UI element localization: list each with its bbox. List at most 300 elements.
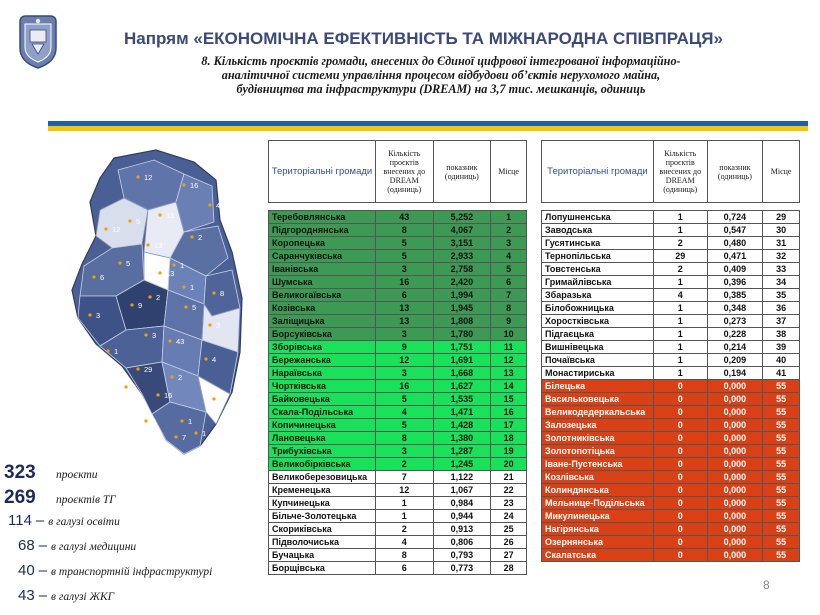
stat-number: 269 [4, 487, 36, 508]
ranking-table-right [541, 140, 800, 562]
stat-number: 43 [18, 587, 35, 604]
project-count: 3 [375, 445, 433, 458]
indicator-value: 4,067 [433, 224, 491, 237]
project-count: 4 [653, 289, 707, 302]
chart-subtitle [96, 54, 786, 96]
table-row [269, 250, 527, 263]
project-count: 6 [375, 289, 433, 302]
project-count: 8 [375, 432, 433, 445]
project-count: 0 [653, 484, 707, 497]
table-row [542, 471, 800, 484]
place-rank: 30 [763, 224, 800, 237]
community-name: Шумська [269, 276, 376, 289]
community-name: Купчинецька [269, 497, 376, 510]
map-marker [158, 213, 161, 216]
map-label: 5 [192, 303, 197, 312]
project-count: 0 [653, 497, 707, 510]
indicator-value: 0,773 [433, 562, 491, 575]
map-label: 3 [216, 321, 221, 330]
indicator-value: 1,535 [433, 393, 491, 406]
flag-divider [48, 121, 808, 131]
place-rank: 21 [491, 471, 527, 484]
indicator-value: 1,428 [433, 419, 491, 432]
place-rank: 35 [763, 289, 800, 302]
indicator-value: 1,471 [433, 406, 491, 419]
map-label: 43 [176, 337, 185, 346]
map-label: 29 [144, 365, 153, 374]
indicator-value: 0,000 [707, 432, 763, 445]
table-row [269, 419, 527, 432]
table-row [269, 367, 527, 380]
map-label: 1 [114, 347, 119, 356]
place-rank: 27 [491, 549, 527, 562]
table-row [269, 536, 527, 549]
header-communities: Територіальні громади [269, 141, 376, 203]
table-row [269, 471, 527, 484]
project-count: 1 [653, 224, 707, 237]
community-name: Золотопотіцька [542, 445, 654, 458]
indicator-value: 1,067 [433, 484, 491, 497]
community-name: Нараївська [269, 367, 376, 380]
place-rank: 2 [491, 224, 527, 237]
place-rank: 55 [763, 445, 800, 458]
indicator-value: 1,994 [433, 289, 491, 302]
table-row [542, 380, 800, 393]
project-count: 0 [653, 419, 707, 432]
map-marker [104, 227, 107, 230]
place-rank: 20 [491, 458, 527, 471]
header-place: Місце [763, 141, 800, 203]
map-marker [144, 333, 147, 336]
place-rank: 55 [763, 458, 800, 471]
map-marker [182, 183, 185, 186]
place-rank: 55 [763, 419, 800, 432]
community-name: Чортківська [269, 380, 376, 393]
stat-label: в галузі медицини [51, 541, 137, 553]
stat-label: проєктів ТГ [56, 494, 116, 506]
project-count: 7 [375, 471, 433, 484]
community-name: Білобожницька [542, 302, 654, 315]
table-row [269, 497, 527, 510]
indicator-value: 2,933 [433, 250, 491, 263]
table-row [542, 536, 800, 549]
place-rank: 28 [491, 562, 527, 575]
table-row [269, 406, 527, 419]
community-name: Васильковецька [542, 393, 654, 406]
table-row [542, 367, 800, 380]
community-name: Вишнівецька [542, 341, 654, 354]
indicator-value: 1,668 [433, 367, 491, 380]
table-row [542, 523, 800, 536]
stat-row [4, 537, 264, 562]
table-row [542, 393, 800, 406]
place-rank: 34 [763, 276, 800, 289]
map-marker [212, 291, 215, 294]
map-marker [174, 435, 177, 438]
stat-row [4, 562, 264, 587]
map-marker [184, 305, 187, 308]
map-marker [88, 313, 91, 316]
map-label: 2 [156, 293, 161, 302]
community-name: Підгороднянська [269, 224, 376, 237]
indicator-value: 1,808 [433, 315, 491, 328]
project-count: 2 [653, 263, 707, 276]
map-marker [156, 393, 159, 396]
page-number: 8 [763, 578, 770, 592]
community-name: Заводська [542, 224, 654, 237]
project-count: 0 [653, 458, 707, 471]
map-label: 6 [152, 417, 157, 426]
place-rank: 55 [763, 523, 800, 536]
community-name: Козівська [269, 302, 376, 315]
place-rank: 9 [491, 315, 527, 328]
place-rank: 22 [491, 484, 527, 497]
community-name: Збаразька [542, 289, 654, 302]
indicator-value: 1,122 [433, 471, 491, 484]
ranking-table-left [268, 140, 527, 575]
table-row [269, 289, 527, 302]
indicator-value: 0,385 [707, 289, 763, 302]
place-rank: 24 [491, 510, 527, 523]
project-count: 4 [375, 536, 433, 549]
table-row [542, 250, 800, 263]
table-row [269, 315, 527, 328]
map-marker [168, 339, 171, 342]
indicator-value: 0,000 [707, 523, 763, 536]
community-name: Козлівська [542, 471, 654, 484]
table-row [269, 562, 527, 575]
indicator-value: 0,000 [707, 445, 763, 458]
map-label: 5 [132, 383, 137, 392]
table-row [542, 406, 800, 419]
header-place: Місце [491, 141, 527, 203]
indicator-value: 0,000 [707, 497, 763, 510]
table-row [269, 510, 527, 523]
stat-label: в транспортній інфраструктурі [51, 566, 213, 578]
map-label: 13 [166, 211, 175, 220]
table-row [542, 549, 800, 562]
indicator-value: 0,409 [707, 263, 763, 276]
indicator-value: 0,228 [707, 328, 763, 341]
indicator-value: 0,944 [433, 510, 491, 523]
place-rank: 37 [763, 315, 800, 328]
indicator-value: 0,396 [707, 276, 763, 289]
community-name: Більче-Золотецька [269, 510, 376, 523]
place-rank: 1 [491, 211, 527, 224]
indicator-value: 1,380 [433, 432, 491, 445]
project-count: 1 [375, 510, 433, 523]
stats-summary [4, 462, 264, 612]
indicator-value: 5,252 [433, 211, 491, 224]
community-name: Підгаєцька [542, 328, 654, 341]
place-rank: 7 [491, 289, 527, 302]
community-name: Гусятинська [542, 237, 654, 250]
community-name: Скала-Подільська [269, 406, 376, 419]
stat-row [4, 512, 264, 537]
project-count: 13 [375, 315, 433, 328]
map-marker [118, 261, 121, 264]
place-rank: 13 [491, 367, 527, 380]
indicator-value: 1,245 [433, 458, 491, 471]
project-count: 5 [375, 393, 433, 406]
place-rank: 19 [491, 445, 527, 458]
table-row [542, 211, 800, 224]
project-count: 5 [375, 419, 433, 432]
project-count: 0 [653, 523, 707, 536]
place-rank: 39 [763, 341, 800, 354]
project-count: 1 [375, 497, 433, 510]
community-name: Іванівська [269, 263, 376, 276]
indicator-value: 0,471 [707, 250, 763, 263]
community-name: Лопушненська [542, 211, 654, 224]
project-count: 8 [375, 224, 433, 237]
project-count: 0 [653, 536, 707, 549]
stat-row [4, 462, 264, 487]
map-marker [136, 367, 139, 370]
map-label: 12 [112, 225, 121, 234]
community-name: Підволочиська [269, 536, 376, 549]
place-rank: 31 [763, 237, 800, 250]
table-row [269, 328, 527, 341]
indicator-value: 1,691 [433, 354, 491, 367]
project-count: 0 [653, 471, 707, 484]
indicator-value: 0,273 [707, 315, 763, 328]
community-name: Товстенська [542, 263, 654, 276]
map-label: 13 [154, 241, 163, 250]
project-count: 1 [653, 328, 707, 341]
indicator-value: 0,000 [707, 406, 763, 419]
stat-number: 114 [8, 512, 32, 529]
community-name: Великогаївська [269, 289, 376, 302]
place-rank: 36 [763, 302, 800, 315]
subtitle-line-3: будівництва та інфраструктури (DREAM) на 3,7 тис. мешканців, одиниць [236, 82, 646, 96]
project-count: 0 [653, 549, 707, 562]
project-count: 1 [653, 341, 707, 354]
indicator-value: 0,214 [707, 341, 763, 354]
table-row [269, 380, 527, 393]
indicator-value: 0,000 [707, 458, 763, 471]
table-row [542, 276, 800, 289]
community-name: Коропецька [269, 237, 376, 250]
stat-row [4, 587, 264, 612]
place-rank: 5 [491, 263, 527, 276]
subtitle-line-2: аналітичної системи управління процесом відбудови об’єктів нерухомого майна, [221, 68, 661, 82]
place-rank: 55 [763, 497, 800, 510]
stat-label: проєкти [56, 469, 98, 481]
place-rank: 23 [491, 497, 527, 510]
place-rank: 38 [763, 328, 800, 341]
table-row [542, 354, 800, 367]
community-name: Золотниківська [542, 432, 654, 445]
indicator-value: 0,000 [707, 510, 763, 523]
map-marker [92, 275, 95, 278]
table-row [269, 276, 527, 289]
place-rank: 55 [763, 406, 800, 419]
table-row [542, 445, 800, 458]
indicator-value: 0,000 [707, 419, 763, 432]
map-label: 9 [138, 301, 143, 310]
indicator-value: 0,000 [707, 536, 763, 549]
place-rank: 40 [763, 354, 800, 367]
project-count: 2 [375, 523, 433, 536]
table-row [269, 211, 527, 224]
table-row [269, 549, 527, 562]
table-row [542, 510, 800, 523]
place-rank: 16 [491, 406, 527, 419]
map-marker [136, 175, 139, 178]
community-name: Микулинецька [542, 510, 654, 523]
map-label: 3 [96, 311, 101, 320]
map-label: 1 [220, 395, 225, 404]
stat-dash: – [35, 512, 45, 529]
map-label: 2 [198, 233, 203, 242]
indicator-value: 0,913 [433, 523, 491, 536]
place-rank: 29 [763, 211, 800, 224]
map-label: 1 [188, 417, 193, 426]
community-name: Байковецька [269, 393, 376, 406]
indicator-value: 0,000 [707, 484, 763, 497]
project-count: 13 [375, 302, 433, 315]
place-rank: 26 [491, 536, 527, 549]
header-count: Кількість проєктів внесених до DREAM (одиниць) [375, 141, 433, 203]
table-row [269, 445, 527, 458]
table-row [269, 263, 527, 276]
table-row [269, 458, 527, 471]
community-name: Кременецька [269, 484, 376, 497]
stat-number: 68 [18, 537, 35, 554]
map-marker [190, 235, 193, 238]
community-name: Теребовлянська [269, 211, 376, 224]
community-name: Мельнице-Подільська [542, 497, 654, 510]
indicator-value: 1,780 [433, 328, 491, 341]
place-rank: 25 [491, 523, 527, 536]
community-name: Хоростківська [542, 315, 654, 328]
community-name: Колиндянська [542, 484, 654, 497]
community-name: Великобірківська [269, 458, 376, 471]
map-marker [128, 219, 131, 222]
community-name: Гримайлівська [542, 276, 654, 289]
table-row [542, 328, 800, 341]
community-name: Тернопільська [542, 250, 654, 263]
emblem-icon [16, 14, 60, 70]
place-rank: 55 [763, 549, 800, 562]
indicator-value: 2,420 [433, 276, 491, 289]
indicator-value: 0,984 [433, 497, 491, 510]
place-rank: 12 [491, 354, 527, 367]
indicator-value: 0,547 [707, 224, 763, 237]
place-rank: 4 [491, 250, 527, 263]
project-count: 12 [375, 354, 433, 367]
project-count: 12 [375, 484, 433, 497]
table-row [542, 315, 800, 328]
header-count: Кількість проєктів внесених до DREAM (одиниць) [653, 141, 707, 203]
community-name: Монастириська [542, 367, 654, 380]
indicator-value: 0,480 [707, 237, 763, 250]
map-label: 7 [182, 433, 187, 442]
stat-number: 323 [4, 462, 36, 483]
place-rank: 41 [763, 367, 800, 380]
place-rank: 10 [491, 328, 527, 341]
stat-dash: – [38, 537, 48, 554]
map-marker [208, 323, 211, 326]
project-count: 0 [653, 510, 707, 523]
header-indicator: показник (одиниць) [433, 141, 491, 203]
indicator-value: 0,000 [707, 549, 763, 562]
table-row [269, 354, 527, 367]
indicator-value: 0,194 [707, 367, 763, 380]
table-row [542, 224, 800, 237]
project-count: 4 [375, 406, 433, 419]
table-row [542, 263, 800, 276]
community-name: Нагірянська [542, 523, 654, 536]
table-row [269, 523, 527, 536]
map-marker [204, 357, 207, 360]
indicator-value: 0,348 [707, 302, 763, 315]
table-row [269, 432, 527, 445]
map-label: 2 [178, 373, 183, 382]
place-rank: 32 [763, 250, 800, 263]
map-marker [170, 375, 173, 378]
map-label: 3 [152, 331, 157, 340]
project-count: 0 [653, 380, 707, 393]
community-name: Білецька [542, 380, 654, 393]
table-row [269, 302, 527, 315]
community-name: Трибухівська [269, 445, 376, 458]
table-row [269, 484, 527, 497]
project-count: 1 [653, 367, 707, 380]
community-name: Бучацька [269, 549, 376, 562]
indicator-value: 2,758 [433, 263, 491, 276]
stat-dash: – [38, 587, 48, 604]
table-row [269, 237, 527, 250]
community-name: Копичинецька [269, 419, 376, 432]
indicator-value: 1,945 [433, 302, 491, 315]
map-label: 1 [202, 429, 207, 438]
project-count: 1 [653, 354, 707, 367]
community-name: Залозецька [542, 419, 654, 432]
map-label: 6 [100, 273, 105, 282]
project-count: 0 [653, 432, 707, 445]
indicator-value: 1,627 [433, 380, 491, 393]
map-label: 5 [126, 259, 131, 268]
place-rank: 55 [763, 393, 800, 406]
map-marker [182, 285, 185, 288]
table-row [269, 341, 527, 354]
map-marker [148, 295, 151, 298]
project-count: 9 [375, 341, 433, 354]
project-count: 2 [375, 458, 433, 471]
community-name: Скалатська [542, 549, 654, 562]
stat-label: в галузі ЖКГ [51, 591, 115, 603]
map-label: 12 [144, 173, 153, 182]
map-label: 16 [164, 391, 173, 400]
map-label: 5 [136, 217, 141, 226]
header-communities: Територіальні громади [542, 141, 654, 203]
header-indicator: показник (одиниць) [707, 141, 763, 203]
indicator-value: 0,209 [707, 354, 763, 367]
project-count: 29 [653, 250, 707, 263]
project-count: 2 [653, 237, 707, 250]
project-count: 5 [375, 237, 433, 250]
project-count: 3 [375, 367, 433, 380]
table-row [269, 393, 527, 406]
community-name: Лановецька [269, 432, 376, 445]
stat-label: в галузі освіти [48, 516, 120, 528]
map-label: 8 [220, 289, 225, 298]
community-name: Заліщицька [269, 315, 376, 328]
project-count: 1 [653, 302, 707, 315]
map-marker [130, 303, 133, 306]
